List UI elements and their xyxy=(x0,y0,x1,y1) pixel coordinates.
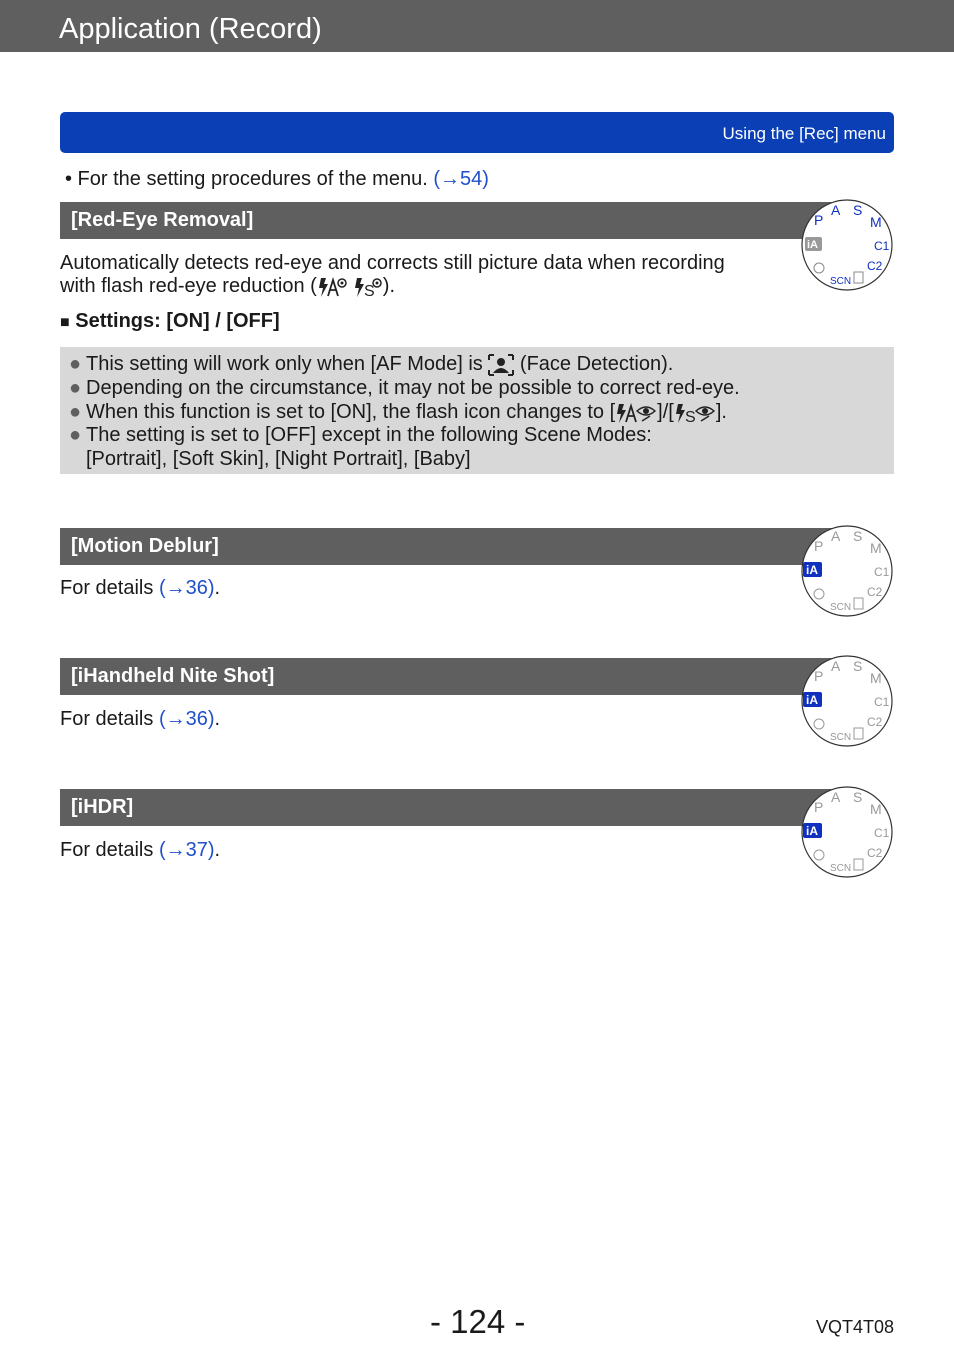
note-text-end: (Face Detection). xyxy=(514,353,674,375)
section-title: [Motion Deblur] xyxy=(71,535,219,557)
dial-m: M xyxy=(870,540,882,556)
dial-ia: iA xyxy=(806,563,818,577)
dial-scn: SCN xyxy=(830,602,852,613)
desc-line-1: Automatically detects red-eye and corrects still picture data when recording xyxy=(60,252,725,274)
note-text: The setting is set to [OFF] except in the following Scene Modes: xyxy=(86,424,652,446)
dial-c2: C2 xyxy=(867,259,883,273)
ihdr-details xyxy=(60,839,220,862)
dial-c1: C1 xyxy=(874,826,890,840)
section-header-ihdr xyxy=(60,789,838,826)
intro-note xyxy=(65,168,489,191)
details-end: . xyxy=(214,577,221,599)
details-end: . xyxy=(214,708,221,730)
banner-label: Using the [Rec] menu xyxy=(722,124,886,143)
dial-scn: SCN xyxy=(830,276,852,287)
mode-dial-ia-icon xyxy=(800,654,894,748)
dial-s: S xyxy=(853,658,863,674)
dial-c1: C1 xyxy=(874,565,890,579)
section-title: [iHDR] xyxy=(71,796,134,818)
note-text: Depending on the circumstance, it may not be possible to correct red-eye. xyxy=(86,377,740,399)
dial-s: S xyxy=(853,202,863,218)
section-banner xyxy=(60,112,894,153)
desc-line-2-text: with flash red-eye reduction ( xyxy=(60,275,317,297)
note-item-continued: [Portrait], [Soft Skin], [Night Portrait], [Baby] xyxy=(86,448,471,470)
details-link[interactable]: (→37) xyxy=(158,839,215,861)
svg-text:S: S xyxy=(684,408,696,424)
ihandheld-details xyxy=(60,708,220,731)
mode-dial-ia-icon xyxy=(800,524,894,618)
dial-m: M xyxy=(870,214,882,230)
settings-line xyxy=(60,310,280,333)
dial-c2: C2 xyxy=(867,846,883,860)
section-header-red-eye xyxy=(60,202,838,239)
note-text: This setting will work only when [AF Mode] is xyxy=(86,353,489,375)
flash-slow-red-eye-icon xyxy=(674,402,716,424)
dial-c2: C2 xyxy=(867,715,883,729)
mode-dial-ia-icon xyxy=(800,785,894,879)
dial-a: A xyxy=(831,658,841,674)
bullet-icon: ● xyxy=(69,377,82,399)
bullet-icon: ● xyxy=(69,353,82,375)
dial-c1: C1 xyxy=(874,239,890,253)
note-item xyxy=(69,377,740,400)
dial-scn: SCN xyxy=(830,732,852,743)
dial-ia: iA xyxy=(806,824,818,838)
note-text-mid: ]/[ xyxy=(657,401,674,423)
bullet-icon: ● xyxy=(69,424,82,446)
dial-m: M xyxy=(870,801,882,817)
header-bar xyxy=(0,0,954,52)
desc-line-2 xyxy=(60,275,725,298)
dial-p: P xyxy=(814,668,824,684)
notes-box xyxy=(60,347,894,474)
settings-text: Settings: [ON] / [OFF] xyxy=(75,310,280,332)
details-link[interactable]: (→36) xyxy=(158,577,215,599)
section-header-motion-deblur xyxy=(60,528,838,565)
bullet-icon: ● xyxy=(69,401,82,423)
details-text: For details xyxy=(60,708,159,730)
svg-text:S: S xyxy=(363,282,375,298)
section-title: [Red-Eye Removal] xyxy=(71,209,254,231)
face-detection-icon xyxy=(488,354,514,376)
motion-deblur-details xyxy=(60,577,220,600)
details-link[interactable]: (→36) xyxy=(158,708,215,730)
details-text: For details xyxy=(60,577,159,599)
dial-a: A xyxy=(831,789,841,805)
dial-ia: iA xyxy=(806,693,818,707)
details-text: For details xyxy=(60,839,159,861)
square-bullet-icon: ■ xyxy=(60,314,70,331)
dial-c1: C1 xyxy=(874,695,890,709)
intro-link[interactable]: (→54) xyxy=(433,168,489,190)
mode-dial-icon xyxy=(800,198,894,292)
note-item xyxy=(69,353,673,376)
dial-m: M xyxy=(870,670,882,686)
red-eye-description xyxy=(60,252,725,298)
dial-scn: SCN xyxy=(830,863,852,874)
dial-ia: iA xyxy=(807,239,818,251)
dial-p: P xyxy=(814,212,824,228)
note-item xyxy=(69,401,727,424)
note-item xyxy=(69,424,652,447)
dial-p: P xyxy=(814,538,824,554)
dial-a: A xyxy=(831,202,841,218)
page-title: Application (Record) xyxy=(59,13,322,45)
dial-p: P xyxy=(814,799,824,815)
dial-s: S xyxy=(853,528,863,544)
dial-a: A xyxy=(831,528,841,544)
flash-auto-red-eye-icon xyxy=(615,402,657,424)
desc-line-2-end: ). xyxy=(382,275,396,297)
details-end: . xyxy=(214,839,221,861)
flash-red-eye-icons xyxy=(317,276,383,298)
intro-text: • For the setting procedures of the menu. xyxy=(65,168,434,190)
section-header-ihandheld xyxy=(60,658,838,695)
dial-c2: C2 xyxy=(867,585,883,599)
note-text: When this function is set to [ON], the flash icon changes to [ xyxy=(86,401,616,423)
section-title: [iHandheld Nite Shot] xyxy=(71,665,275,687)
page-number: - 124 - xyxy=(430,1303,526,1340)
note-text-end: ]. xyxy=(715,401,727,423)
dial-s: S xyxy=(853,789,863,805)
document-code: VQT4T08 xyxy=(815,1317,894,1337)
